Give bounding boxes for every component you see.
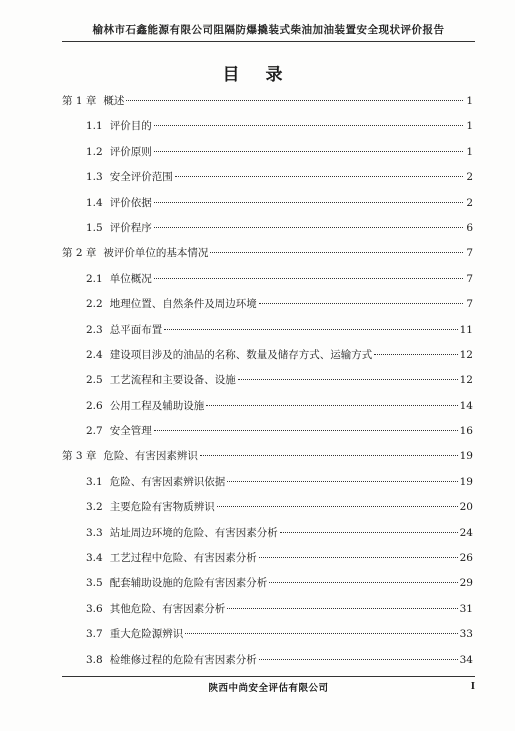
toc-section-entry[interactable] xyxy=(62,368,473,393)
toc-section-entry[interactable] xyxy=(62,571,473,596)
table-of-contents xyxy=(62,89,473,673)
toc-entry-title: 配套辅助设施的危险有害因素分析 xyxy=(109,577,268,590)
toc-entry-number: 3.4 xyxy=(86,552,103,565)
toc-entry-title: 评价程序 xyxy=(109,221,152,234)
toc-entry-number: 2.3 xyxy=(86,323,103,336)
toc-entry-label xyxy=(86,521,278,546)
toc-entry-title: 地理位置、自然条件及周边环境 xyxy=(109,298,257,311)
dot-leader xyxy=(259,557,458,558)
dot-leader xyxy=(154,430,458,431)
toc-entry-title: 总平面布置 xyxy=(109,323,163,336)
toc-entry-title: 概述 xyxy=(103,95,125,107)
dot-leader xyxy=(374,354,457,355)
toc-entry-label xyxy=(86,495,215,520)
dot-leader xyxy=(154,151,463,152)
toc-entry-title: 公用工程及辅助设施 xyxy=(109,399,205,412)
dot-leader xyxy=(185,633,457,634)
running-header: 榆林市石鑫能源有限公司阻隔防爆撬装式柴油加油装置安全现状评价报告 xyxy=(92,24,445,36)
dot-leader xyxy=(238,379,458,380)
toc-entry-title: 建设项目涉及的油品的名称、数量及储存方式、运输方式 xyxy=(109,348,373,361)
toc-entry-label xyxy=(86,470,225,495)
toc-entry-label xyxy=(86,140,152,165)
toc-section-entry[interactable] xyxy=(62,495,473,520)
toc-page-number: 14 xyxy=(459,399,473,412)
toc-page-number: 19 xyxy=(459,450,473,463)
toc-page-number: 11 xyxy=(459,323,473,336)
toc-entry-number: 2.1 xyxy=(86,272,103,285)
toc-section-entry[interactable] xyxy=(62,165,473,190)
toc-page-number: 33 xyxy=(459,628,473,641)
toc-entry-label xyxy=(86,394,204,419)
toc-page-number: 1 xyxy=(466,120,473,133)
toc-entry-number: 第 3 章 xyxy=(62,450,97,463)
dot-leader xyxy=(154,278,463,279)
toc-page-number: 26 xyxy=(459,552,473,565)
dot-leader xyxy=(280,532,458,533)
toc-entry-label xyxy=(86,191,152,216)
toc-chapter-entry[interactable] xyxy=(62,89,473,114)
toc-entry-title: 单位概况 xyxy=(109,272,152,285)
toc-page-number: 2 xyxy=(466,196,473,209)
toc-page-number: 6 xyxy=(466,221,473,234)
toc-page-number: 12 xyxy=(459,348,473,361)
toc-entry-title: 其他危险、有害因素分析 xyxy=(109,602,226,615)
toc-entry-number: 1.2 xyxy=(86,145,103,158)
toc-entry-label xyxy=(86,292,257,317)
toc-entry-label xyxy=(86,648,257,673)
dot-leader xyxy=(210,252,463,253)
dot-leader xyxy=(217,506,458,507)
dot-leader xyxy=(227,481,457,482)
header-divider xyxy=(62,41,475,42)
toc-section-entry[interactable] xyxy=(62,546,473,571)
dot-leader xyxy=(126,100,463,101)
toc-page-number: 19 xyxy=(459,475,473,488)
dot-leader xyxy=(259,659,458,660)
dot-leader xyxy=(175,176,463,177)
toc-entry-number: 1.4 xyxy=(86,196,103,209)
toc-chapter-entry[interactable] xyxy=(62,241,473,266)
toc-section-entry[interactable] xyxy=(62,470,473,495)
dot-leader xyxy=(154,227,463,228)
toc-section-entry[interactable] xyxy=(62,292,473,317)
footer-company: 陕西中尚安全评估有限公司 xyxy=(208,683,329,694)
toc-section-entry[interactable] xyxy=(62,394,473,419)
toc-entry-label xyxy=(86,368,236,393)
toc-section-entry[interactable] xyxy=(62,622,473,647)
toc-section-entry[interactable] xyxy=(62,597,473,622)
toc-entry-title: 工艺过程中危险、有害因素分析 xyxy=(109,552,257,565)
toc-entry-title: 危险、有害因素辨识依据 xyxy=(109,475,226,488)
dot-leader xyxy=(200,455,458,456)
dot-leader xyxy=(154,202,463,203)
toc-entry-label xyxy=(86,216,152,241)
toc-page-number: 12 xyxy=(459,374,473,387)
footer-page-number: I xyxy=(470,680,475,692)
toc-section-entry[interactable] xyxy=(62,114,473,139)
toc-entry-title: 主要危险有害物质辨识 xyxy=(109,501,215,514)
toc-entry-number: 3.5 xyxy=(86,577,103,590)
toc-entry-label xyxy=(86,622,183,647)
toc-page-number: 7 xyxy=(466,298,473,311)
toc-page-number: 1 xyxy=(466,145,473,158)
toc-entry-number: 3.8 xyxy=(86,653,103,666)
toc-page-number: 2 xyxy=(466,171,473,184)
toc-section-entry[interactable] xyxy=(62,191,473,216)
dot-leader xyxy=(227,608,457,609)
toc-page-number: 29 xyxy=(459,577,473,590)
toc-section-entry[interactable] xyxy=(62,521,473,546)
toc-entry-title: 评价依据 xyxy=(109,196,152,209)
toc-entry-label xyxy=(86,571,267,596)
toc-entry-title: 安全管理 xyxy=(109,425,152,438)
toc-entry-label xyxy=(86,267,152,292)
toc-entry-number: 2.4 xyxy=(86,348,103,361)
toc-entry-number: 第 1 章 xyxy=(62,95,97,107)
toc-section-entry[interactable] xyxy=(62,318,473,343)
toc-entry-label xyxy=(62,444,198,469)
toc-section-entry[interactable] xyxy=(62,648,473,673)
dot-leader xyxy=(154,125,463,126)
toc-entry-label xyxy=(62,241,208,266)
toc-entry-title: 评价原则 xyxy=(109,145,152,158)
toc-page-number: 7 xyxy=(466,247,473,260)
toc-entry-number: 2.7 xyxy=(86,425,103,438)
toc-page-number: 31 xyxy=(459,602,473,615)
toc-page-number: 20 xyxy=(459,501,473,514)
toc-page-number: 7 xyxy=(466,272,473,285)
toc-entry-title: 重大危险源辨识 xyxy=(109,628,184,641)
dot-leader xyxy=(206,405,457,406)
toc-entry-number: 3.6 xyxy=(86,602,103,615)
toc-section-entry[interactable] xyxy=(62,216,473,241)
toc-entry-label xyxy=(86,318,162,343)
toc-entry-label xyxy=(86,546,257,571)
toc-entry-title: 检维修过程的危险有害因素分析 xyxy=(109,653,257,666)
toc-entry-label xyxy=(86,597,225,622)
toc-entry-number: 第 2 章 xyxy=(62,247,97,260)
toc-page-number: 34 xyxy=(459,653,473,666)
toc-entry-number: 3.7 xyxy=(86,628,103,641)
toc-page-number: 24 xyxy=(459,526,473,539)
page-title: 目 录 xyxy=(222,65,293,85)
toc-entry-label xyxy=(86,343,372,368)
toc-page-number: 16 xyxy=(459,425,473,438)
toc-section-entry[interactable] xyxy=(62,267,473,292)
toc-entry-title: 安全评价范围 xyxy=(109,171,173,184)
toc-entry-label xyxy=(86,165,173,190)
toc-page-number: 1 xyxy=(466,95,473,107)
dot-leader xyxy=(269,582,457,583)
toc-entry-number: 1.1 xyxy=(86,120,103,133)
toc-entry-number: 3.2 xyxy=(86,501,103,514)
dot-leader xyxy=(259,303,463,304)
toc-entry-label xyxy=(86,114,152,139)
toc-entry-number: 2.5 xyxy=(86,374,103,387)
toc-section-entry[interactable] xyxy=(62,140,473,165)
toc-entry-title: 危险、有害因素辨识 xyxy=(103,450,198,463)
toc-entry-number: 3.1 xyxy=(86,475,103,488)
running-footer xyxy=(62,680,475,696)
toc-entry-label xyxy=(62,89,124,114)
toc-section-entry[interactable] xyxy=(62,419,473,444)
toc-entry-title: 被评价单位的基本情况 xyxy=(103,247,209,260)
toc-entry-number: 3.3 xyxy=(86,526,103,539)
toc-entry-title: 评价目的 xyxy=(109,120,152,133)
toc-entry-title: 工艺流程和主要设备、设施 xyxy=(109,374,236,387)
toc-entry-title: 站址周边环境的危险、有害因素分析 xyxy=(109,526,278,539)
toc-chapter-entry[interactable] xyxy=(62,444,473,469)
toc-section-entry[interactable] xyxy=(62,343,473,368)
dot-leader xyxy=(164,329,457,330)
toc-entry-number: 1.5 xyxy=(86,221,103,234)
toc-entry-number: 2.6 xyxy=(86,399,103,412)
toc-entry-label xyxy=(86,419,152,444)
toc-entry-number: 2.2 xyxy=(86,298,103,311)
footer-divider xyxy=(62,676,475,677)
toc-entry-number: 1.3 xyxy=(86,171,103,184)
